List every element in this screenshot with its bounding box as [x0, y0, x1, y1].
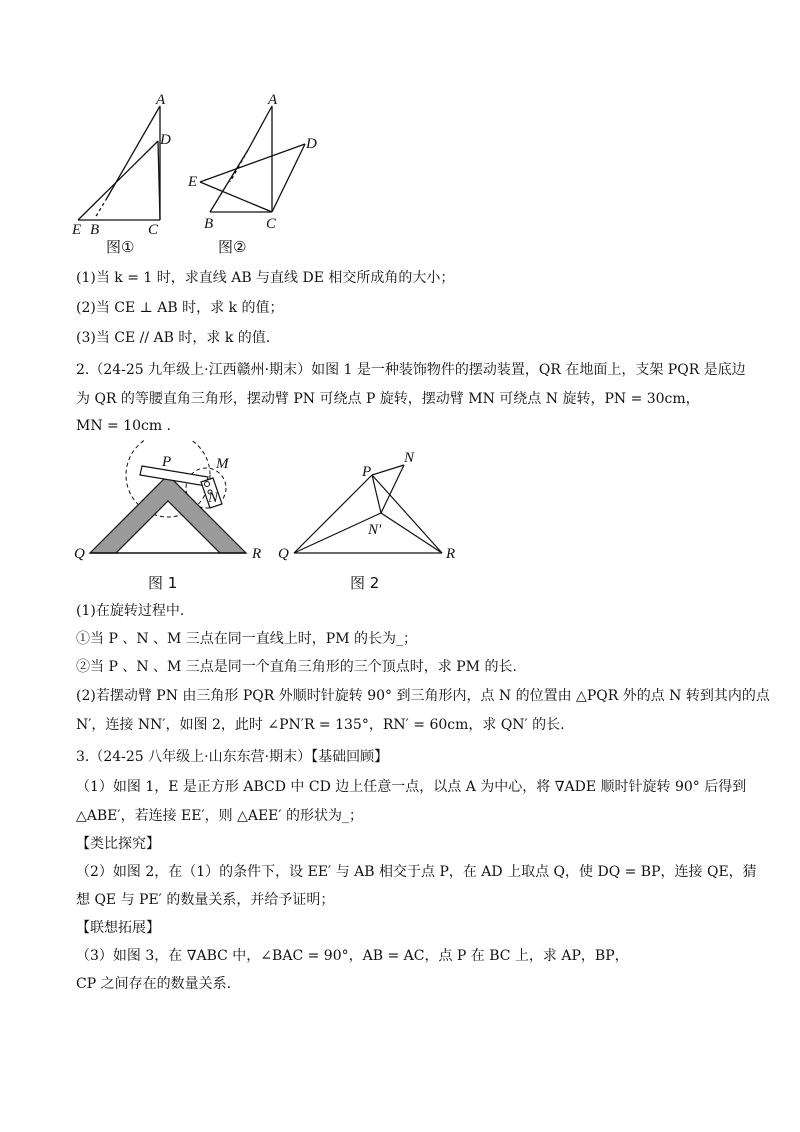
fig2-label-d: D	[306, 136, 317, 152]
fig2-label-b: B	[204, 216, 214, 232]
q2-fig1-label-r: R	[252, 546, 262, 562]
fig2-label-a: A	[268, 92, 278, 108]
fig1-label-a: A	[156, 92, 166, 108]
q1-part-3: (3)当 CE // AB 时，求 k 的值.	[76, 330, 271, 346]
q2-part-2-line-2: N′，连接 NN′，如图 2，此时 ∠PN′R = 135°，RN′ = 60cm，求 QN′ 的长.	[76, 717, 565, 733]
q2-fig1-label-n: N	[208, 490, 219, 506]
q2-fig2-label-n: N	[404, 450, 415, 466]
q2-fig1-label-q: Q	[74, 546, 85, 562]
fig1-label-e: E	[72, 222, 82, 238]
q3-stem: 3.（24-25 八年级上·山东东营·期末）【基础回顾】	[76, 749, 389, 765]
q3-part-3-line-2: CP 之间存在的数量关系.	[76, 976, 232, 992]
fig2-label-e: E	[188, 174, 198, 190]
q2-fig2-label-p: P	[362, 464, 372, 480]
q2-stem-line-1: 2.（24-25 九年级上·江西赣州·期末）如图 1 是一种装饰物件的摆动装置，QR 在地面上，支架 PQR 是底边	[76, 362, 746, 378]
q2-fig2-caption: 图 2	[350, 574, 380, 592]
q3-part-2-line-2: 想 QE 与 PE′ 的数量关系，并给予证明；	[76, 892, 335, 908]
q2-part-1-2: ②当 P 、N 、M 三点是同一个直角三角形的三个顶点时，求 PM 的长.	[76, 659, 517, 675]
q3-part-3-line-1: （3）如图 3，在 ∇ABC 中，∠BAC = 90°，AB = AC，点 P 在 BC 上，求 AP，BP，	[76, 948, 629, 964]
fig2-label-c: C	[266, 216, 277, 232]
figure-1-geometry	[78, 106, 160, 220]
q2-fig2-label-r: R	[446, 546, 456, 562]
q1-part-2: (2)当 CE ⊥ AB 时，求 k 的值；	[76, 300, 284, 316]
q3-part-1-line-1: （1）如图 1，E 是正方形 ABCD 中 CD 边上任意一点，以点 A 为中心，将 ∇ADE 顺时针旋转 90° 后得到	[76, 779, 747, 795]
q2-part-1-1: ①当 P 、N 、M 三点在同一直线上时，PM 的长为_；	[76, 631, 418, 647]
q2-stem-line-2: 为 QR 的等腰直角三角形，摆动臂 PN 可绕点 P 旋转，摆动臂 MN 可绕点 N 旋转，PN = 30cm，	[76, 391, 700, 407]
q2-stem-line-3: MN = 10cm .	[76, 418, 172, 434]
figure-1-and-2	[60, 92, 380, 262]
q2-part-1-intro: (1)在旋转过程中.	[76, 603, 185, 619]
q3-heading-analogy: 【类比探究】	[76, 836, 160, 852]
q2-part-2-line-1: (2)若摆动臂 PN 由三角形 PQR 外顺时针旋转 90° 到三角形内，点 N 的位置由 △PQR 外的点 N 转到其内的点	[76, 688, 770, 704]
fig1-label-b: B	[90, 222, 100, 238]
fig2-caption: 图②	[218, 238, 247, 256]
q2-fig2-label-n-prime: N′	[368, 522, 382, 538]
figure-2-geometry	[200, 106, 305, 212]
fig1-caption: 图①	[106, 238, 135, 256]
q2-fig2-label-q: Q	[278, 546, 289, 562]
q3-heading-extension: 【联想拓展】	[76, 920, 160, 936]
fig1-label-d: D	[160, 132, 171, 148]
q1-part-1: (1)当 k = 1 时，求直线 AB 与直线 DE 相交所成角的大小；	[76, 270, 455, 286]
q2-fig1-label-p: P	[162, 454, 172, 470]
q2-figures	[70, 440, 490, 600]
q2-fig1-caption: 图 1	[148, 574, 178, 592]
q2-fig1-label-m: M	[216, 456, 229, 472]
q3-part-2-line-1: （2）如图 2，在（1）的条件下，设 EE′ 与 AB 相交于点 P，在 AD 上取点 Q，使 DQ = BP，连接 QE，猜	[76, 864, 757, 880]
q3-part-1-line-2: △ABE′，若连接 EE′，则 △AEE′ 的形状为_；	[76, 808, 364, 824]
fig1-label-c: C	[148, 222, 159, 238]
